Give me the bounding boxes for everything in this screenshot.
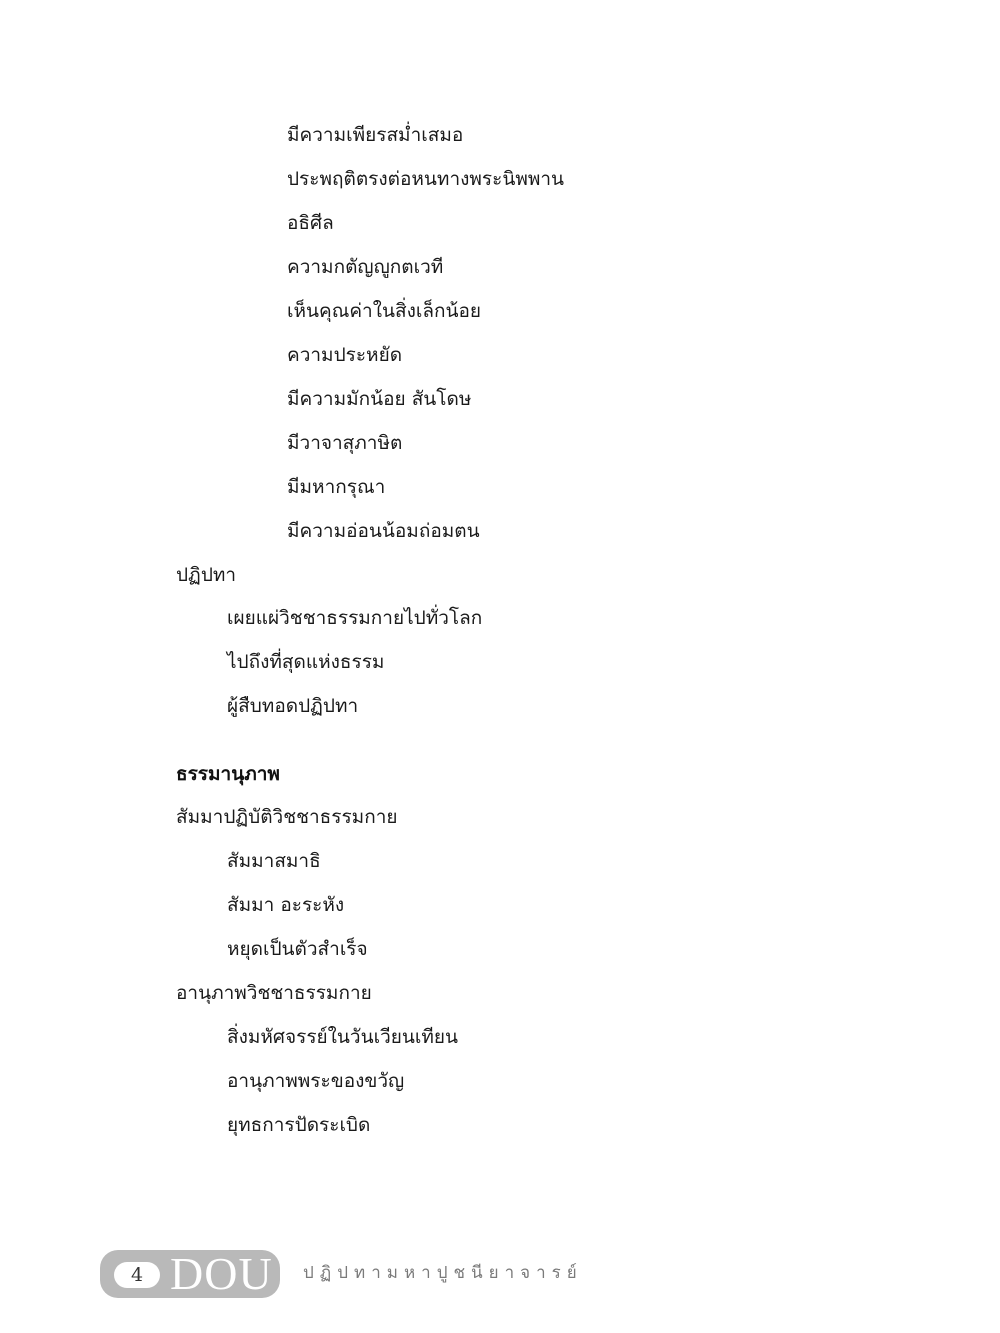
- list-item: มีวาจาสุภาษิต: [287, 432, 403, 454]
- list-item: ประพฤติตรงต่อหนทางพระนิพพาน: [287, 168, 565, 190]
- list-item: หยุดเป็นตัวสำเร็จ: [227, 938, 368, 960]
- list-item: สัมมา อะระหัง: [227, 894, 345, 916]
- list-item: เห็นคุณค่าในสิ่งเล็กน้อย: [287, 300, 482, 322]
- list-item: มีความมักน้อย สันโดษ: [287, 388, 472, 410]
- list-item: อานุภาพพระของขวัญ: [227, 1070, 405, 1092]
- list-item: ผู้สืบทอดปฏิปทา: [227, 695, 359, 717]
- page-number: 4: [114, 1262, 160, 1288]
- list-item: มีความเพียรสม่ำเสมอ: [287, 124, 464, 146]
- dou-logo: DOU: [170, 1248, 273, 1299]
- section-title: ธรรมานุภาพ: [176, 763, 280, 785]
- list-item: ความกตัญญูกตเวที: [287, 256, 444, 278]
- list-item: มีความอ่อนน้อมถ่อมตน: [287, 520, 480, 542]
- list-item: มีมหากรุณา: [287, 476, 386, 498]
- subheading-samma: สัมมาปฏิบัติวิชชาธรรมกาย: [176, 806, 398, 828]
- list-item: ยุทธการปัดระเบิด: [227, 1114, 371, 1136]
- list-item: อธิศีล: [287, 212, 334, 234]
- footer-book-title: ปฏิปทามหาปูชนียาจารย์: [303, 1263, 583, 1283]
- list-item: ความประหยัด: [287, 344, 403, 366]
- subheading-patipatha: ปฏิปทา: [176, 564, 237, 586]
- list-item: สัมมาสมาธิ: [227, 850, 321, 872]
- subheading-anuphap: อานุภาพวิชชาธรรมกาย: [176, 982, 372, 1004]
- list-item: ไปถึงที่สุดแห่งธรรม: [227, 651, 385, 673]
- list-item: เผยแผ่วิชชาธรรมกายไปทั่วโลก: [227, 607, 483, 629]
- list-item: สิ่งมหัศจรรย์ในวันเวียนเทียน: [227, 1026, 459, 1048]
